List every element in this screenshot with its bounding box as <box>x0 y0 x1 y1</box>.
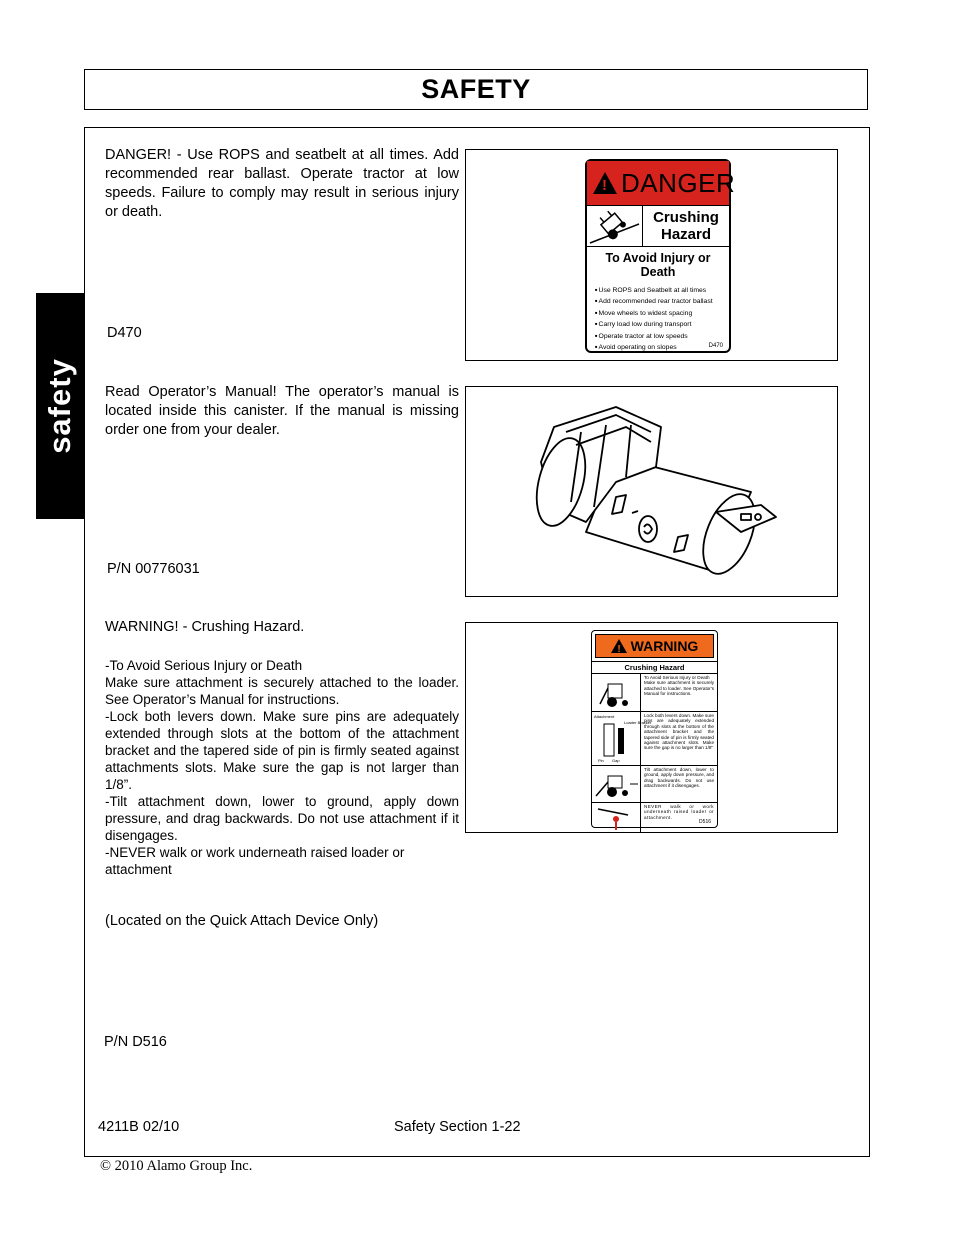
section-3-line: -NEVER walk or work underneath raised loader or attachment <box>105 845 405 877</box>
manual-canister-illustration <box>466 387 837 596</box>
side-tab <box>36 293 84 519</box>
section-1-part-number: D470 <box>107 325 142 341</box>
list-item: ■ Operate tractor at low speeds <box>595 331 729 342</box>
list-item: ■ Avoid operating on slopes <box>595 342 729 353</box>
pin-gap-icon <box>592 712 652 765</box>
tractor-rollover-icon <box>587 206 643 246</box>
footer-section: Safety Section 1-22 <box>394 1119 521 1135</box>
hazard-label: Crushing Hazard <box>653 209 719 243</box>
section-3-part-number: P/N D516 <box>104 1034 167 1050</box>
decal-row-text: To Avoid Serious Injury or Death Make sure attachment is securely attached to loader. See Operator's Manual for instructions. <box>644 675 714 697</box>
danger-banner <box>587 161 736 206</box>
pin-label: Pin <box>598 758 604 763</box>
gap-label: Gap <box>612 758 620 763</box>
section-3-line: -Tilt attachment down, lower to ground, apply down pressure, and drag backwards. Do not use attachment if it disengages. <box>105 794 459 843</box>
footer-doc-id: 4211B 02/10 <box>98 1119 180 1135</box>
side-tab-label: safety <box>42 358 77 454</box>
section-3-line: -To Avoid Serious Injury or Death <box>105 658 303 673</box>
decal-row <box>592 766 717 803</box>
warning-signal-word: WARNING <box>630 638 699 654</box>
decal-d470 <box>585 159 736 353</box>
decal-d516 <box>591 630 718 828</box>
manual-canister-frame <box>465 386 838 597</box>
decal-row-text: NEVER walk or work underneath raised loader or attachment. <box>644 804 714 820</box>
decal-row-text: Tilt attachment down, lower to ground, apply down pressure, and drag backwards. Do not use attachment if it disengages. <box>644 767 714 789</box>
decal-code: D516 <box>699 819 711 825</box>
decal-d470-frame <box>465 149 838 361</box>
section-3-note: (Located on the Quick Attach Device Only) <box>105 913 379 929</box>
section-3-line: -Lock both levers down. Make sure pins are adequately extended through slots at the bottom of the attachment bracket and the tapered side of pin is firmly seated against attachments slots. Make sure the gap is not larger than 1/8”. <box>105 709 459 792</box>
danger-signal-word: DANGER <box>621 167 736 198</box>
alert-triangle-icon: ! <box>593 172 617 194</box>
avoid-label: To Avoid Injury or Death <box>605 251 711 279</box>
page-title: SAFETY <box>421 74 531 104</box>
person-under-loader-icon <box>592 803 641 833</box>
section-2-text: Read Operator’s Manual! The operator’s manual is located inside this canister. If the manual is missing order one from your dealer. <box>105 384 459 438</box>
warning-banner <box>595 634 714 658</box>
decal-code: D470 <box>708 343 723 349</box>
header-box <box>84 69 868 110</box>
hazard-row <box>587 206 729 247</box>
decal-row <box>592 674 717 712</box>
hazard-label: Crushing Hazard <box>592 661 717 674</box>
tractor-drag-icon <box>592 766 641 802</box>
list-item: ■ Move wheels to widest spacing <box>595 308 729 319</box>
list-item: ■ Use ROPS and Seatbelt at all times <box>595 285 729 296</box>
section-3-line: Make sure attachment is securely attached to the loader. See Operator’s Manual for instructions. <box>105 675 459 707</box>
copyright: © 2010 Alamo Group Inc. <box>100 1158 253 1174</box>
section-3-lines <box>105 657 459 878</box>
decal-row-text: Lock both levers down. Make sure pins are adequately extended through slots at the bottom of the attachment bracket and the tapered side of pin is firmly seated against attachment slots. Make sure the gap is no larger than 1/8" <box>644 713 714 751</box>
section-3-heading: WARNING! - Crushing Hazard. <box>105 619 305 635</box>
decal-row <box>592 712 717 766</box>
section-1-text: DANGER! - Use ROPS and seatbelt at all times. Add recommended rear ballast. Operate tractor at low speeds. Failure to comply may result in serious injury or death. <box>105 147 459 220</box>
svg-text:!: ! <box>616 644 621 655</box>
decal-row <box>592 803 717 833</box>
list-item: ■ Carry load low during transport <box>595 319 729 330</box>
alert-triangle-icon <box>611 639 627 653</box>
attachment-label: Attachment <box>594 714 615 719</box>
section-2-part-number: P/N 00776031 <box>107 561 200 577</box>
loader-label: Loader Bracket <box>624 720 652 725</box>
decal-d516-frame <box>465 622 838 833</box>
loader-attach-icon <box>592 674 641 711</box>
list-item: ■ Add recommended rear tractor ballast <box>595 296 729 307</box>
